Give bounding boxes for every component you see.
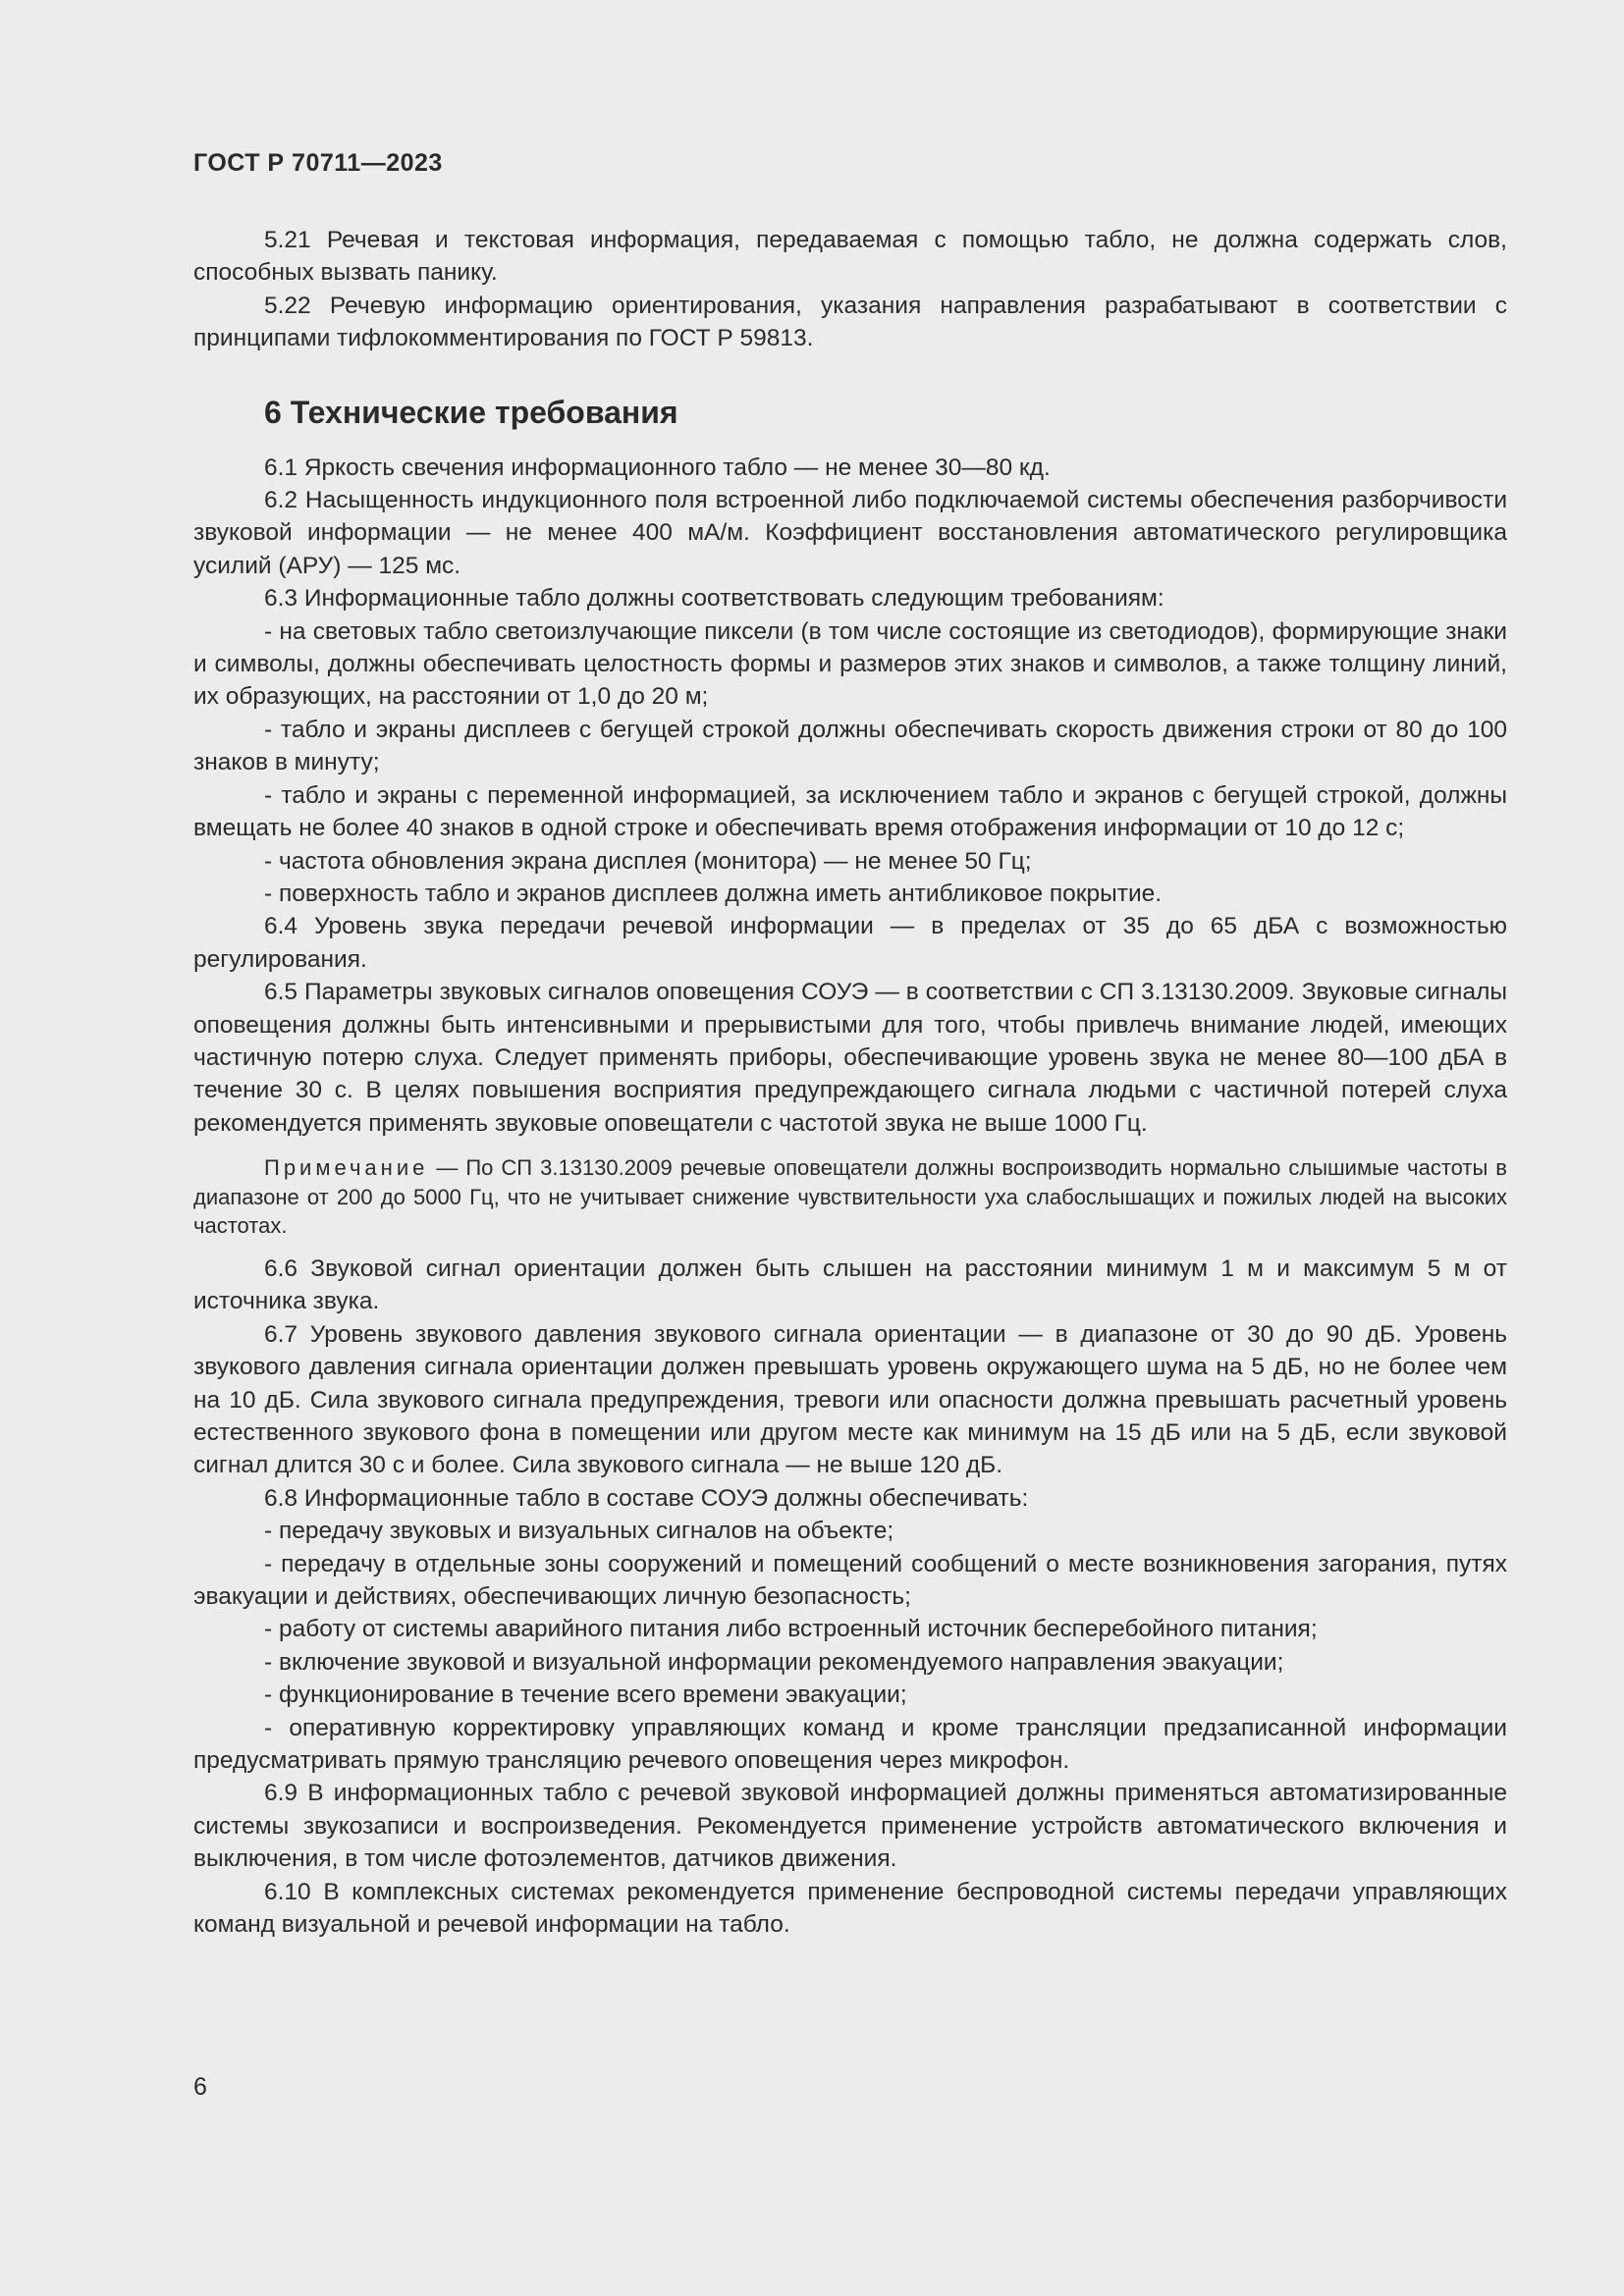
paragraph-6-2: 6.2 Насыщенность индукционного поля встроенной либо подключаемой системы обеспечения разборчивости звуковой информации — не менее 400 мА/м. Коэффициент восстановления автоматического регулировщика усилий (АРУ) — 125 мс. bbox=[193, 487, 1507, 579]
list-item: - включение звуковой и визуальной информации рекомендуемого направления эвакуации; bbox=[264, 1648, 1284, 1676]
list-item: - передачу звуковых и визуальных сигналов на объекте; bbox=[264, 1518, 894, 1545]
paragraph-5-22: 5.22 Речевую информацию ориентирования, указания направления разрабатывают в соответствии с принципами тифлокомментирования по ГОСТ Р 59813. bbox=[193, 292, 1507, 352]
paragraph-6-1: 6.1 Яркость свечения информационного табло — не менее 30—80 кд. bbox=[264, 454, 1051, 481]
paragraph-6-10: 6.10 В комплексных системах рекомендуется применение беспроводной системы передачи управляющих команд визуальной и речевой информации на табло. bbox=[193, 1878, 1507, 1939]
paragraph-6-4: 6.4 Уровень звука передачи речевой информации — в пределах от 35 до 65 дБА с возможностью регулирования. bbox=[193, 913, 1507, 973]
paragraph-6-6: 6.6 Звуковой сигнал ориентации должен быть слышен на расстоянии минимум 1 м и максимум 5 м от источника звука. bbox=[193, 1255, 1507, 1315]
paragraph-5-21: 5.21 Речевая и текстовая информация, передаваемая с помощью табло, не должна содержать слов, способных вызвать панику. bbox=[193, 227, 1507, 287]
list-item: - табло и экраны дисплеев с бегущей строкой должны обеспечивать скорость движения строки от 80 до 100 знаков в минуту; bbox=[193, 716, 1507, 776]
note-label: Примечание bbox=[264, 1155, 429, 1181]
paragraph-6-7: 6.7 Уровень звукового давления звукового сигнала ориентации — в диапазоне от 30 до 90 дБ. Уровень звукового давления сигнала ориентации должен превышать уровень окружающего шума на 5 дБ, но не более чем на 10 дБ. Сила звукового сигнала предупреждения, тревоги или опасности должна превышать расчетный уровень естественного звукового фона в помещении или другом месте как минимум на 15 дБ или на 5 дБ, если звуковой сигнал длится 30 с и более. Сила звукового сигнала — не выше 120 дБ. bbox=[193, 1320, 1507, 1479]
list-item: - функционирование в течение всего времени эвакуации; bbox=[264, 1682, 907, 1709]
paragraph-6-9: 6.9 В информационных табло с речевой звуковой информацией должны применяться автоматизированные системы звукозаписи и воспроизведения. Рекомендуется применение устройств автоматического включения и выключения, в том числе фотоэлементов, датчиков движения. bbox=[193, 1780, 1507, 1873]
paragraph-6-3: 6.3 Информационные табло должны соответствовать следующим требованиям: bbox=[264, 585, 1164, 613]
list-item: - на световых табло светоизлучающие пиксели (в том числе состоящие из светодиодов), формирующие знаки и символы, должны обеспечивать целостность формы и размеров этих знаков и символов, а также толщину линий, их образующих, на расстоянии от 1,0 до 20 м; bbox=[193, 617, 1507, 711]
list-item: - оперативную корректировку управляющих команд и кроме трансляции предзаписанной информации предусматривать прямую трансляцию речевого оповещения через микрофон. bbox=[193, 1714, 1507, 1775]
document-code-header: ГОСТ Р 70711—2023 bbox=[193, 149, 443, 177]
list-item: - частота обновления экрана дисплея (монитора) — не менее 50 Гц; bbox=[264, 847, 1032, 875]
paragraph-6-5: 6.5 Параметры звуковых сигналов оповещения СОУЭ — в соответствии с СП 3.13130.2009. Звуковые сигналы оповещения должны быть интенсивными и прерывистыми для того, чтобы привлечь внимание людей, имеющих частичную потерю слуха. Следует применять приборы, обеспечивающие уровень звука не менее 80—100 дБА в течение 30 с. В целях повышения восприятия предупреждающего сигнала людьми с частичной потерей слуха рекомендуется применять звуковые оповещатели с частотой звука не выше 1000 Гц. bbox=[193, 979, 1507, 1137]
list-item: - табло и экраны с переменной информацией, за исключением табло и экранов с бегущей строкой, должны вмещать не более 40 знаков в одной строке и обеспечивать время отображения информации от 10 до 12 с; bbox=[193, 781, 1507, 842]
document-body bbox=[193, 224, 1507, 1941]
list-item: - передачу в отдельные зоны сооружений и помещений сообщений о месте возникновения загорания, путях эвакуации и действиях, обеспечивающих личную безопасность; bbox=[193, 1550, 1507, 1610]
paragraph-6-8: 6.8 Информационные табло в составе СОУЭ должны обеспечивать: bbox=[264, 1484, 1029, 1512]
note-text: — По СП 3.13130.2009 речевые оповещатели должны воспроизводить нормально слышимые частоты в диапазоне от 200 до 5000 Гц, что не учитывает снижение чувствительности уха слабослышащих и пожилых людей на высоких частотах. bbox=[193, 1155, 1507, 1239]
section-title: 6 Технические требования bbox=[264, 394, 678, 430]
note-paragraph bbox=[193, 1153, 1507, 1241]
page-number: 6 bbox=[193, 2073, 207, 2101]
list-item: - работу от системы аварийного питания либо встроенный источник бесперебойного питания; bbox=[264, 1616, 1318, 1643]
list-item: - поверхность табло и экранов дисплеев должна иметь антибликовое покрытие. bbox=[264, 880, 1163, 907]
